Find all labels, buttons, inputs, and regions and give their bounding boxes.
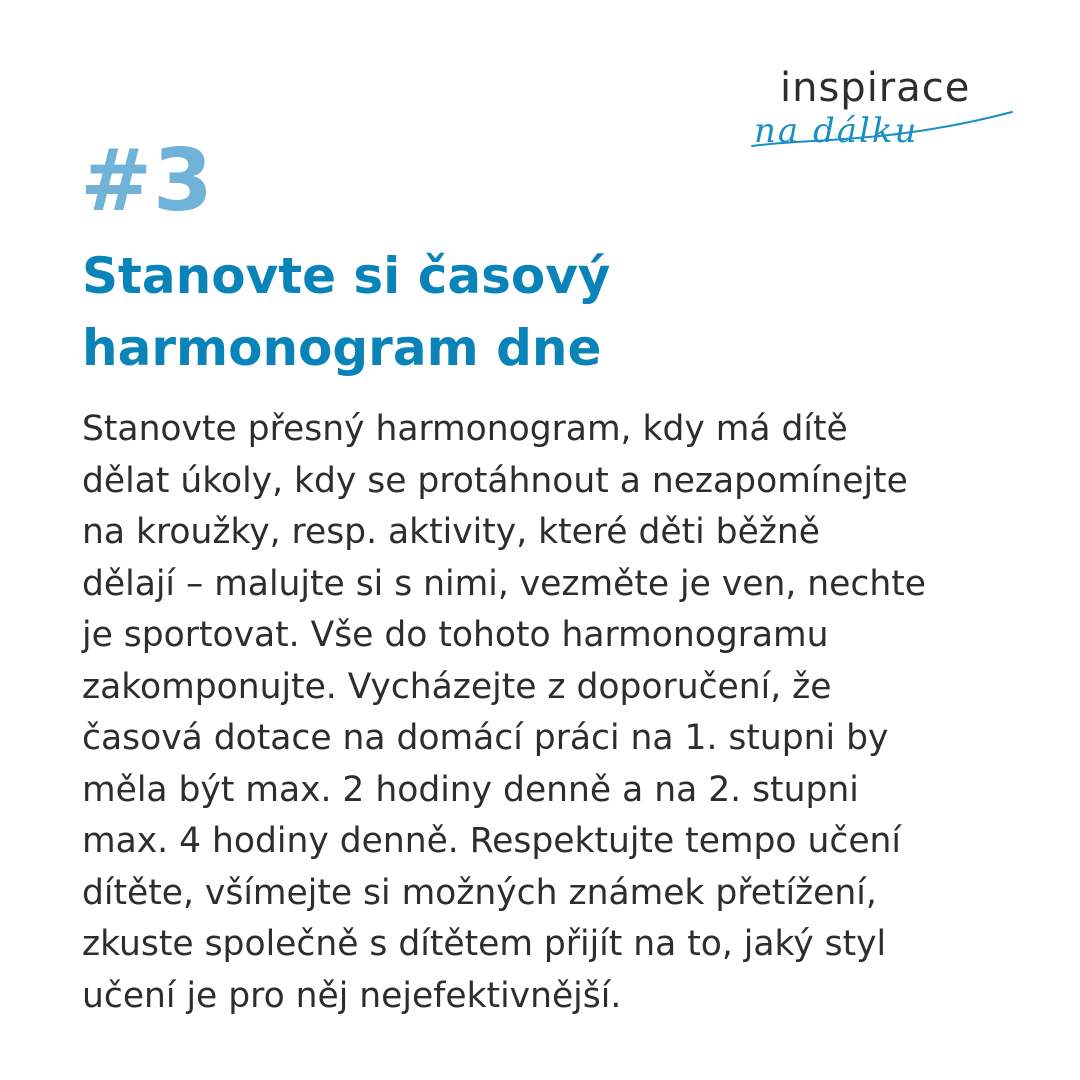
logo-script-mark [750,94,1020,158]
title-line: harmonogram dne [82,319,602,377]
body-paragraph [82,404,1012,1022]
body-line: je sportovat. Vše do tohoto harmonogramu [82,615,829,655]
body-line: dítěte, všímejte si možných známek přetížení, [82,872,877,913]
body-line: učení je pro něj nejefektivnější. [82,975,622,1016]
tip-number: #3 [80,131,214,231]
logo-script-text: na dálku [754,111,919,151]
logo-wordmark: inspirace [780,65,971,111]
body-line: zakomponujte. Vycházejte z doporučení, že [82,666,832,707]
body-line: Stanovte přesný harmonogram, kdy má dítě [82,409,848,449]
page-title [82,240,982,384]
body-line: max. 4 hodiny denně. Respektujte tempo učení [82,821,902,861]
title-line: Stanovte si časový [82,247,611,305]
body-line: časová dotace na domácí práci na 1. stupni by [82,718,889,758]
body-line: zkuste společně s dítětem přijít na to, jaký styl [82,924,887,964]
brand-logo [750,65,1020,158]
body-line: dělat úkoly, kdy se protáhnout a nezapomínejte [82,460,908,501]
body-line: dělají – malujte si s nimi, vezměte je ven, nechte [82,563,926,604]
body-line: měla být max. 2 hodiny denně a na 2. stupni [82,769,859,810]
body-line: na kroužky, resp. aktivity, které děti běžně [82,512,821,552]
